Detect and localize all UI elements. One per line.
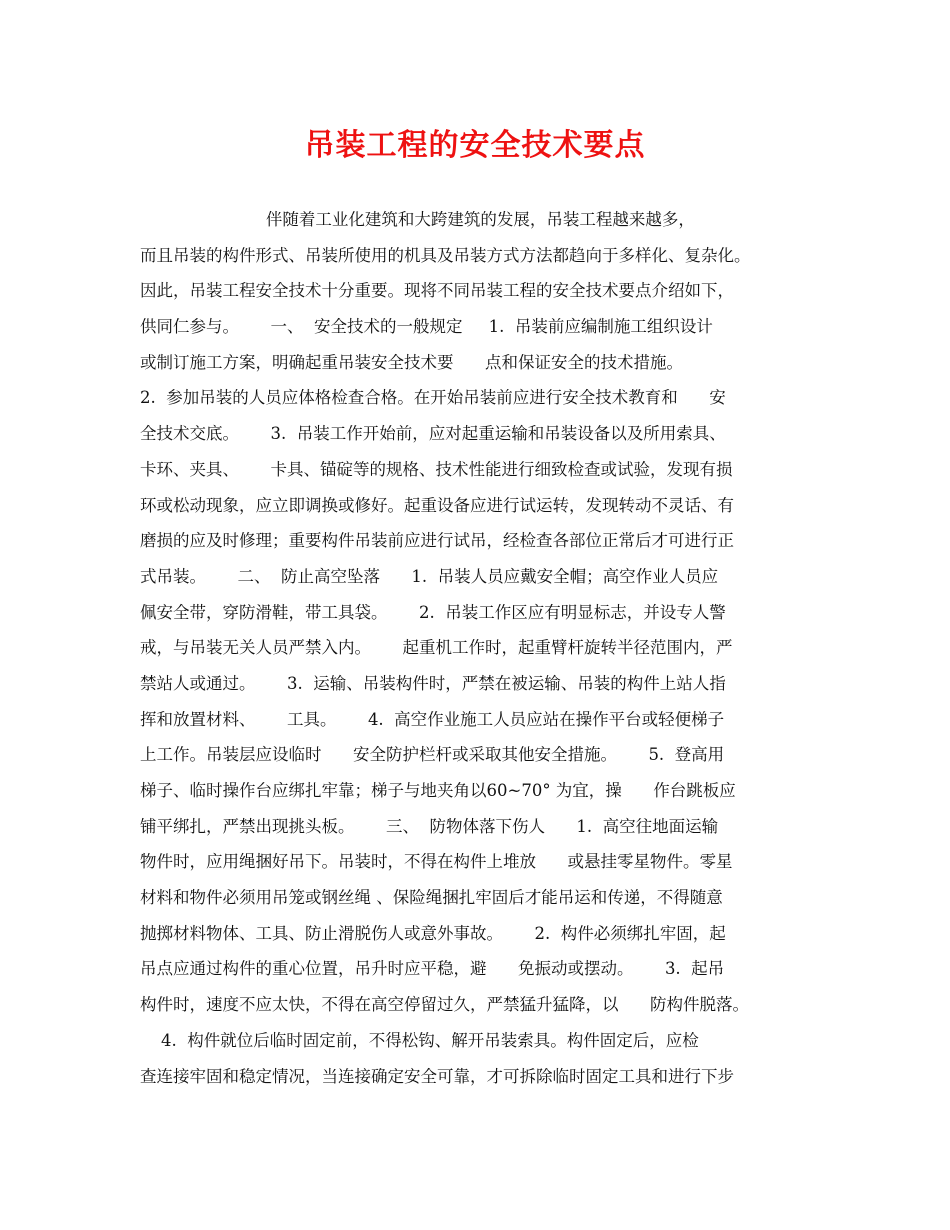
body-line: 因此，吊装工程安全技术十分重要。现将不同吊装工程的安全技术要点介绍如下， <box>140 281 734 301</box>
body-line: 2. 参加吊装的人员应体格检查合格。在开始吊装前应进行安全技术教育和 安 <box>140 388 726 408</box>
body-line: 伴随着工业化建筑和大跨建筑的发展，吊装工程越来越多， <box>140 210 695 229</box>
body-line: 式吊装。 二、 防止高空坠落 1. 吊装人员应戴安全帽；高空作业人员应 <box>140 566 719 586</box>
body-line: 或制订施工方案，明确起重吊装安全技术要 点和保证安全的技术措施。 <box>140 352 683 372</box>
body-line: 4. 构件就位后临时固定前，不得松钩、解开吊装索具。构件固定后，应检 <box>140 1030 699 1050</box>
body-line: 全技术交底。 3. 吊装工作开始前，应对起重运输和吊装设备以及所用索具、 <box>140 424 726 444</box>
body-line: 磨损的应及时修理；重要构件吊装前应进行试吊，经检查各部位正常后才可进行正 <box>140 531 734 551</box>
body-line: 抛掷材料物体、工具、防止滑脱伤人或意外事故。 2. 构件必须绑扎牢固，起 <box>140 923 726 943</box>
body-line: 构件时，速度不应太快，不得在高空停留过久，严禁猛升猛降，以 防构件脱落。 <box>140 995 749 1015</box>
document-body <box>140 202 840 1094</box>
body-line: 梯子、临时操作台应绑扎牢靠；梯子与地夹角以60~70° 为宜，操 作台跳板应 <box>140 781 736 800</box>
body-line: 卡环、夹具、 卡具、锚碇等的规格、技术性能进行细致检查或试验，发现有损 <box>140 459 733 479</box>
body-line: 查连接牢固和稳定情况，当连接确定安全可靠，才可拆除临时固定工具和进行下步 <box>140 1066 734 1086</box>
body-line: 材料和物件必须用吊笼或钢丝绳 、保险绳捆扎牢固后才能吊运和传递，不得随意 <box>140 888 723 908</box>
body-line: 供同仁参与。 一、 安全技术的一般规定 1. 吊装前应编制施工组织设计 <box>140 317 713 337</box>
body-line: 上工作。吊装层应设临时 安全防护栏杆或采取其他安全措施。 5. 登高用 <box>140 745 725 765</box>
body-line: 禁站人或通过。 3. 运输、吊装构件时，严禁在被运输、吊装的构件上站人指 <box>140 673 726 693</box>
body-line: 吊点应通过构件的重心位置，吊升时应平稳，避 免振动或摆动。 3. 起吊 <box>140 959 725 979</box>
body-line: 环或松动现象，应立即调换或修好。起重设备应进行试运转，发现转动不灵话、有 <box>140 495 734 515</box>
body-line: 而且吊装的构件形式、吊装所使用的机具及吊装方式方法都趋向于多样化、复杂化。 <box>140 245 751 265</box>
document-title: 吊装工程的安全技术要点 <box>304 128 646 163</box>
body-line: 戒，与吊装无关人员严禁入内。 起重机工作时，起重臂杆旋转半径范围内，严 <box>140 638 733 658</box>
body-line: 挥和放置材料、 工具。 4. 高空作业施工人员应站在操作平台或轻便梯子 <box>140 709 725 729</box>
body-line: 物件时，应用绳捆好吊下。吊装时，不得在构件上堆放 或悬挂零星物件。零星 <box>140 852 733 872</box>
body-line: 佩安全带，穿防滑鞋，带工具袋。 2. 吊装工作区应有明显标志，并设专人警 <box>140 602 726 622</box>
body-line: 铺平绑扎，严禁出现挑头板。 三、 防物体落下伤人 1. 高空往地面运输 <box>140 816 719 836</box>
